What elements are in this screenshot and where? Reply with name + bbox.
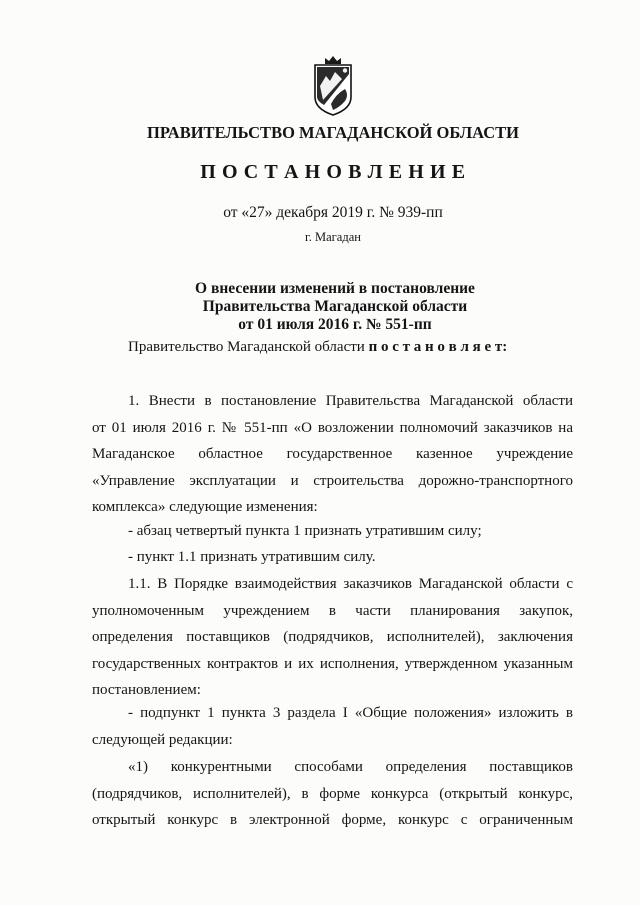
text-line: уполномоченным учреждением в части планирования закупок, (92, 602, 573, 619)
paragraph-2 (92, 518, 573, 545)
paragraph-6 (92, 754, 573, 834)
paragraph-4 (92, 571, 573, 704)
text-line: комплекса» следующие изменения: (92, 499, 318, 516)
paragraph-5 (92, 700, 573, 753)
subject-line: от 01 июля 2016 г. № 551-пп (238, 316, 432, 333)
text-line: «1) конкурентными способами определения поставщиков (128, 759, 573, 775)
subject-line: Правительства Магаданской области (202, 298, 468, 315)
text-line: следующей редакции: (92, 731, 233, 748)
paragraph-1 (92, 388, 573, 521)
preamble (92, 334, 573, 361)
document-date-number: от «27» декабря 2019 г. № 939-пп (223, 204, 443, 221)
text-line: Магаданское областное государственное казенное учреждение (92, 446, 573, 463)
paragraph-3 (92, 544, 573, 571)
preamble-verb: п о с т а н о в л я е т: (368, 339, 508, 355)
text-line: определения поставщиков (подрядчиков, исполнителей), заключения (92, 629, 573, 646)
document-type: П О С Т А Н О В Л Е Н И Е (200, 161, 466, 183)
text-line: 1. Внести в постановление Правительства Магаданской области (128, 393, 573, 409)
text-line: - абзац четвертый пункта 1 признать утратившим силу; (128, 523, 482, 539)
document-city: г. Магадан (305, 230, 361, 244)
text-line: - пункт 1.1 признать утратившим силу. (128, 549, 376, 565)
text-line: постановлением: (92, 682, 201, 699)
preamble-text: Правительство Магаданской области (128, 339, 365, 355)
text-line: 1.1. В Порядке взаимодействия заказчиков Магаданской области с (128, 576, 573, 592)
document-subject (93, 280, 577, 334)
subject-line: О внесении изменений в постановление (195, 280, 475, 297)
text-line (92, 334, 573, 361)
coat-of-arms-icon (311, 55, 355, 117)
text-line: - подпункт 1 пункта 3 раздела I «Общие положения» изложить в (128, 705, 573, 721)
text-line: от 01 июля 2016 г. № 551-пп «О возложении полномочий заказчиков на (92, 419, 573, 436)
text-line: государственных контрактов и их исполнения, утвержденном указанным (92, 655, 573, 672)
text-line: открытый конкурс в электронной форме, конкурс с ограниченным (92, 812, 573, 829)
government-title: ПРАВИТЕЛЬСТВО МАГАДАНСКОЙ ОБЛАСТИ (147, 123, 519, 142)
text-line: «Управление эксплуатации и строительства дорожно-транспортного (92, 472, 573, 489)
text-line: (подрядчиков, исполнителей), в форме конкурса (открытый конкурс, (92, 785, 573, 802)
